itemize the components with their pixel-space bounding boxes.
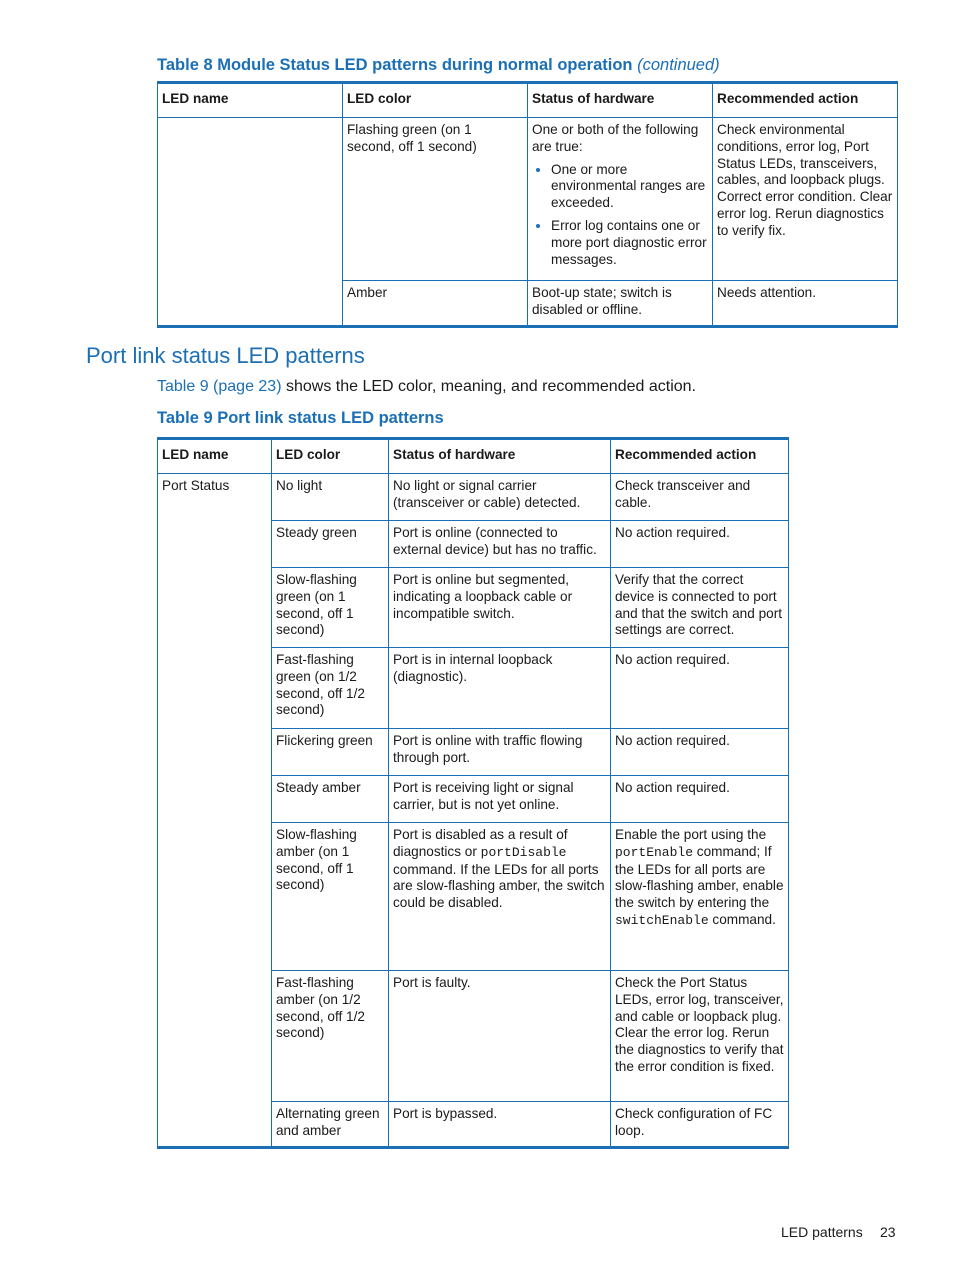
table8-led-color-cell: Flashing green (on 1 second, off 1 second) [343, 118, 528, 281]
action-text: command. [708, 911, 776, 927]
table9-caption: Table 9 Port link status LED patterns [157, 409, 444, 427]
table9-action-cell: Check configuration of FC loop. [611, 1102, 789, 1148]
table9-action-cell: No action required. [611, 648, 789, 729]
action-text: Enable the port using the [615, 827, 767, 842]
table9-color-cell: Alternating green and amber [272, 1102, 389, 1148]
list-item: • One or more environmental ranges are exceeded. [551, 162, 708, 212]
status-text: Port is disabled as a result of diagnostics or [393, 827, 568, 859]
table-row [158, 118, 898, 281]
table8-status-cell: Boot-up state; switch is disabled or offline. [528, 281, 713, 327]
table9-action-cell: Check the Port Status LEDs, error log, transceiver, and cable or loopback plug. Clear the error log. Rerun the diagnostics to verify that the error condition is fixed. [611, 971, 789, 1102]
table8-status-cell [528, 118, 713, 281]
table8-led-name-cell [158, 118, 343, 327]
switch-enable-command: switchEnable [615, 912, 709, 928]
table9-color-cell: Flickering green [272, 729, 389, 776]
table8-status-bullets [532, 162, 708, 269]
table9-color-cell: Slow-flashing green (on 1 second, off 1 second) [272, 568, 389, 648]
table9-status-cell: Port is online (connected to external device) but has no traffic. [389, 521, 611, 568]
table9-header-row [158, 439, 789, 474]
status-text: command. If the LEDs for all ports are slow-flashing amber, the switch could be disabled. [393, 861, 605, 911]
table9-color-cell: Steady green [272, 521, 389, 568]
table8-led-color-cell: Amber [343, 281, 528, 327]
table9-header-led-color: LED color [272, 439, 389, 474]
table8 [157, 81, 898, 328]
table-row [158, 474, 789, 521]
table9-status-cell: Port is receiving light or signal carrier, but is not yet online. [389, 776, 611, 823]
section-intro-text: shows the LED color, meaning, and recommended action. [281, 378, 696, 395]
table9-action-cell [611, 823, 789, 971]
table9-color-cell: Steady amber [272, 776, 389, 823]
footer-section-label: LED patterns [781, 1224, 863, 1240]
table8-header-status: Status of hardware [528, 83, 713, 118]
table8-action-cell: Check environmental conditions, error log, Port Status LEDs, transceivers, cables, and loopback plugs. Correct error condition. Clear error log. Rerun diagnostics to verify fix. [713, 118, 898, 281]
table9-color-cell: Fast-flashing green (on 1/2 second, off 1/2 second) [272, 648, 389, 729]
table9-action-cell: No action required. [611, 729, 789, 776]
table9-led-name-cell: Port Status [158, 474, 272, 1148]
table9-status-cell: Port is in internal loopback (diagnostic). [389, 648, 611, 729]
port-enable-command: portEnable [615, 844, 694, 860]
table9-header-status: Status of hardware [389, 439, 611, 474]
table9-status-cell: Port is online with traffic flowing through port. [389, 729, 611, 776]
action-text: command; If the LEDs for all ports are slow-flashing amber, enable the switch by entering the [615, 843, 784, 911]
table8-header-action: Recommended action [713, 83, 898, 118]
table8-header-row [158, 83, 898, 118]
table9-header-action: Recommended action [611, 439, 789, 474]
table9-status-cell: Port is bypassed. [389, 1102, 611, 1148]
table8-header-led-name: LED name [158, 83, 343, 118]
table8-action-cell: Needs attention. [713, 281, 898, 327]
footer-page-number: 23 [880, 1224, 896, 1240]
port-disable-command: portDisable [480, 844, 567, 860]
table8-status-intro: One or both of the following are true: [532, 122, 699, 154]
table9-action-cell: No action required. [611, 521, 789, 568]
table9-color-cell: No light [272, 474, 389, 521]
table9-status-cell [389, 823, 611, 971]
table9-action-cell: Check transceiver and cable. [611, 474, 789, 521]
table8-caption-text: Table 8 Module Status LED patterns during normal operation [157, 56, 633, 74]
table8-continued-label: (continued) [637, 56, 720, 74]
table9-color-cell: Slow-flashing amber (on 1 second, off 1 second) [272, 823, 389, 971]
table9-status-cell: Port is online but segmented, indicating a loopback cable or incompatible switch. [389, 568, 611, 648]
table9-status-cell: Port is faulty. [389, 971, 611, 1102]
table9-status-cell: No light or signal carrier (transceiver or cable) detected. [389, 474, 611, 521]
section-title: Port link status LED patterns [86, 343, 365, 368]
table9-header-led-name: LED name [158, 439, 272, 474]
list-item: • Error log contains one or more port diagnostic error messages. [551, 218, 708, 268]
table9-action-cell: Verify that the correct device is connected to port and that the switch and port settings are correct. [611, 568, 789, 648]
table9-link[interactable]: Table 9 (page 23) [157, 378, 282, 395]
table9 [157, 437, 789, 1149]
table9-color-cell: Fast-flashing amber (on 1/2 second, off 1/2 second) [272, 971, 389, 1102]
section-intro [157, 378, 696, 396]
table8-header-led-color: LED color [343, 83, 528, 118]
table8-caption [157, 56, 720, 75]
table9-action-cell: No action required. [611, 776, 789, 823]
